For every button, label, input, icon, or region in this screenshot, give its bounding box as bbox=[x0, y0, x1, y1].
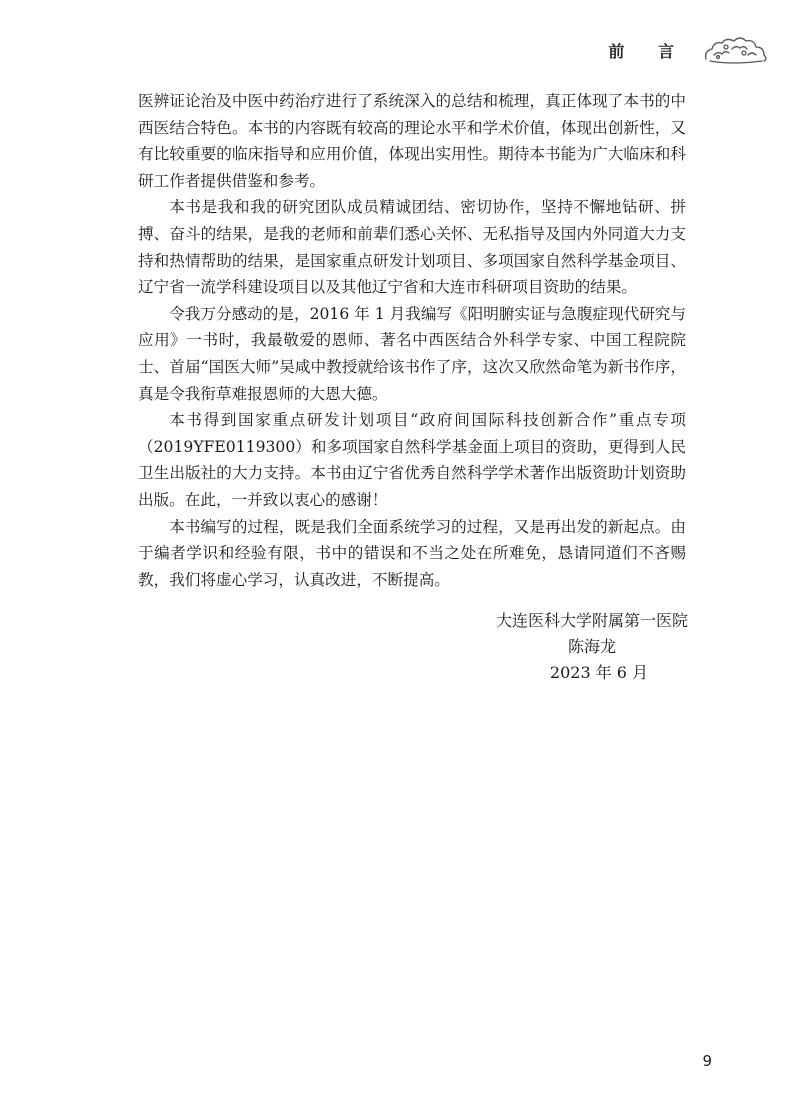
paragraph: 本书是我和我的研究团队成员精诚团结、密切协作，坚持不懈地钻研、拼搏、奋斗的结果，是我的老师和前辈们悉心关怀、无私指导及国内外同道大力支持和热情帮助的结果，是国家重点研发计划项目、多项国家自然科学基金项目、辽宁省一流学科建设项目以及其他辽宁省和大连市科研项目资助的结果。 bbox=[138, 198, 686, 297]
paragraph: 医辨证论治及中医中药治疗进行了系统深入的总结和梳理，真正体现了本书的中西医结合特色。本书的内容既有较高的理论水平和学术价值，体现出创新性，又有比较重要的临床指导和应用价值，体现出实用性。期待本书能为广大临床和科研工作者提供借鉴和参考。 bbox=[138, 92, 686, 190]
signature-block bbox=[496, 608, 688, 686]
section-title: 前 言 bbox=[608, 41, 688, 61]
signature-date: 2023 年 6 月 bbox=[549, 663, 649, 682]
page-header bbox=[608, 30, 770, 70]
cloud-ornament-icon bbox=[702, 33, 770, 67]
page-number: 9 bbox=[702, 1052, 712, 1070]
paragraph: 本书得到国家重点研发计划项目“政府间国际科技创新合作”重点专项（2019YFE0119300）和多项国家自然科学基金面上项目的资助，更得到人民卫生出版社的大力支持。本书由辽宁省优秀自然科学学术著作出版资助计划资助出版。在此，一并致以衷心的感谢！ bbox=[138, 411, 686, 509]
signature-author: 陈海龙 bbox=[567, 637, 616, 656]
preface-body bbox=[138, 88, 686, 593]
paragraph: 令我万分感动的是，2016 年 1 月我编写《阳明腑实证与急腹症现代研究与应用》一书时，我最敬爱的恩师、著名中西医结合外科学专家、中国工程院院士、首届“国医大师”吴咸中教授就给该书作了序，这次又欣然命笔为新书作序，真是令我衔草难报恩师的大恩大德。 bbox=[138, 304, 686, 403]
signature-institution: 大连医科大学附属第一医院 bbox=[495, 611, 688, 630]
paragraph: 本书编写的过程，既是我们全面系统学习的过程，又是再出发的新起点。由于编者学识和经验有限，书中的错误和不当之处在所难免，恳请同道们不吝赐教，我们将虚心学习，认真改进，不断提高。 bbox=[138, 517, 686, 589]
